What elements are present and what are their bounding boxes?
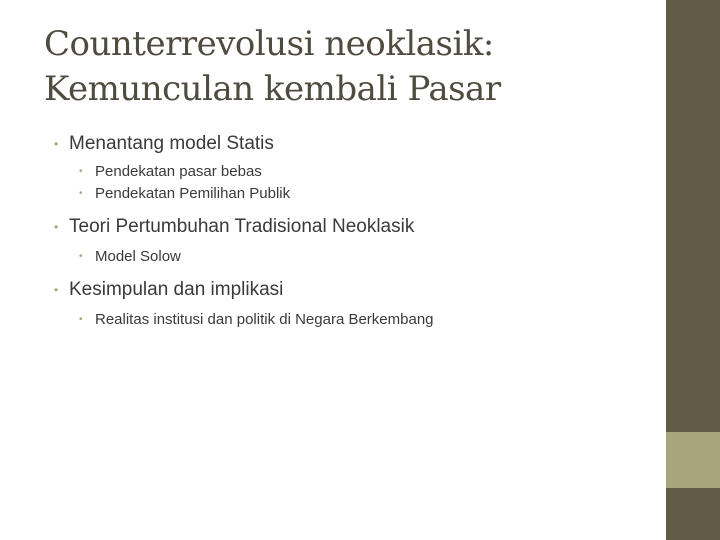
decorative-sidebar xyxy=(666,0,720,540)
sub-bullet-icon: • xyxy=(79,188,83,199)
slide-title-line-1: Counterrevolusi neoklasik: xyxy=(44,24,494,64)
sub-bullet-text: Pendekatan Pemilihan Publik xyxy=(95,185,291,202)
sub-bullet-icon: • xyxy=(79,166,83,177)
bullet-item xyxy=(52,214,652,240)
bullet-icon: • xyxy=(54,137,59,151)
sidebar-top-segment xyxy=(666,0,720,432)
sub-bullet-item xyxy=(52,309,652,331)
bullet-icon: • xyxy=(54,283,59,297)
sub-bullet-item xyxy=(52,246,652,268)
bullet-text: Teori Pertumbuhan Tradisional Neoklasik xyxy=(69,216,415,237)
sub-bullet-item xyxy=(52,161,652,183)
bullet-text: Menantang model Statis xyxy=(69,133,274,154)
sub-bullet-icon: • xyxy=(79,314,83,325)
bullet-list xyxy=(52,131,652,331)
bullet-icon: • xyxy=(54,220,59,234)
sidebar-middle-segment xyxy=(666,432,720,488)
sub-bullet-text: Realitas institusi dan politik di Negara Berkembang xyxy=(95,311,434,328)
sidebar-bottom-segment xyxy=(666,488,720,540)
bullet-item xyxy=(52,277,652,303)
sub-bullet-text: Model Solow xyxy=(95,248,181,265)
sub-bullet-text: Pendekatan pasar bebas xyxy=(95,163,262,180)
sub-bullet-item xyxy=(52,183,652,205)
slide-title-line-2: Kemunculan kembali Pasar xyxy=(44,69,501,109)
slide-title xyxy=(44,22,644,112)
bullet-text: Kesimpulan dan implikasi xyxy=(69,279,284,300)
sub-bullet-icon: • xyxy=(79,251,83,262)
bullet-item xyxy=(52,131,652,157)
